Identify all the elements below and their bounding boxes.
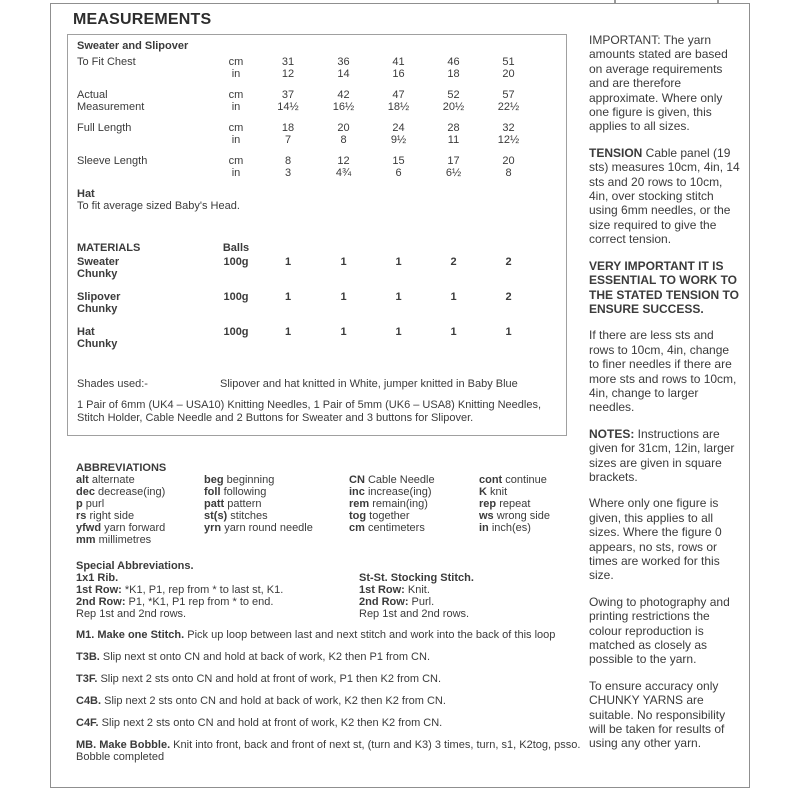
- abbreviation-item: [349, 486, 435, 498]
- unit-label: in: [231, 68, 241, 80]
- measurements-box: [67, 34, 567, 436]
- size-value-cell: [260, 56, 316, 80]
- size-value-cell: [260, 155, 316, 179]
- size-value: 20: [502, 68, 515, 80]
- size-value: 20½: [442, 101, 465, 113]
- abbreviation-item: [349, 510, 435, 522]
- materials-row: [77, 291, 566, 315]
- rib-title: 1x1 Rib.: [76, 572, 119, 584]
- abbr-definition: inch(es): [491, 522, 531, 534]
- technique-lead: T3B.: [76, 651, 100, 663]
- stst-repeat: Rep 1st and 2nd rows.: [359, 608, 470, 620]
- material-name-line: Hat: [77, 326, 95, 338]
- abbr-term: inc: [349, 486, 365, 498]
- ball-count: 1: [395, 256, 402, 268]
- note-text: Cable panel (19 sts) measures 10cm, 4in, 14 sts and 20 rows to 10cm, 4in, over stocking stitch using 6mm needles, or the size required to give the correct tension.: [589, 145, 740, 247]
- shades-label: Shades used:-: [77, 378, 148, 390]
- size-value: 16: [392, 68, 405, 80]
- abbreviation-item: [204, 474, 313, 486]
- abbr-term: in: [479, 522, 489, 534]
- size-value: 15: [392, 155, 405, 167]
- abbr-definition: repeat: [499, 498, 531, 510]
- abbr-term: mm: [76, 534, 96, 546]
- abbreviation-item: [479, 486, 550, 498]
- size-value: 12: [337, 155, 350, 167]
- abbr-definition: together: [369, 510, 410, 522]
- unit-label: in: [231, 101, 241, 113]
- abbr-term: rs: [76, 510, 87, 522]
- size-table-row: [77, 122, 566, 146]
- material-yarn-type: Chunky: [77, 338, 118, 350]
- page-title: MEASUREMENTS: [73, 11, 212, 28]
- abbr-term: cont: [479, 474, 503, 486]
- technique-item: [76, 717, 608, 729]
- material-name: [77, 326, 212, 350]
- abbreviations-column: [479, 474, 550, 534]
- size-value: 36: [337, 56, 350, 68]
- technique-item: [76, 695, 608, 707]
- row-lead: 1st Row:: [359, 584, 405, 596]
- abbr-definition: purl: [85, 498, 105, 510]
- technique-lead: T3F.: [76, 673, 98, 685]
- abbreviations-column: [204, 474, 313, 534]
- size-value: 12: [281, 68, 295, 80]
- colour-reproduction-note: Owing to photography and printing restrictions the colour reproduction is matched as closely as possible to the yarn.: [589, 594, 730, 667]
- technique-item: [76, 629, 608, 641]
- abbreviation-item: [76, 510, 165, 522]
- abbr-term: st(s): [204, 510, 228, 522]
- abbr-definition: decrease(ing): [98, 486, 166, 498]
- abbr-definition: pattern: [227, 498, 262, 510]
- technique-item: [76, 739, 608, 763]
- abbr-definition: yarn forward: [104, 522, 166, 534]
- abbreviation-item: [76, 486, 165, 498]
- special-abbreviations-title: Special Abbreviations.: [76, 560, 194, 572]
- abbr-definition: Cable Needle: [367, 474, 435, 486]
- size-value: 14: [337, 68, 350, 80]
- size-value-cell: [481, 89, 536, 113]
- important-note: [589, 33, 742, 134]
- size-value-cell: [316, 155, 371, 179]
- material-yarn-type: Chunky: [77, 268, 118, 280]
- technique-lead: MB. Make Bobble.: [76, 739, 171, 751]
- single-figure-note: Where only one figure is given, this applies to all sizes. Where the figure 0 appears, no sts, rows or times are worked for this size.: [589, 496, 722, 583]
- materials-header-row: [77, 242, 566, 254]
- size-value-cell: [316, 89, 371, 113]
- stst-title: St-St. Stocking Stitch.: [359, 572, 474, 584]
- hat-note: To fit average sized Baby's Head.: [77, 200, 240, 212]
- size-value: 32: [502, 122, 515, 134]
- material-name: [77, 256, 212, 280]
- abbreviation-item: [76, 522, 165, 534]
- abbr-term: beg: [204, 474, 224, 486]
- size-value: 46: [447, 56, 460, 68]
- materials-row: [77, 326, 566, 350]
- size-value-cell: [426, 56, 481, 80]
- size-value: 37: [281, 89, 295, 101]
- size-value: 6: [395, 167, 402, 179]
- ball-count: 1: [450, 326, 457, 338]
- size-value: 6½: [445, 167, 462, 179]
- unit-label: cm: [228, 122, 244, 134]
- ball-count: 1: [284, 256, 292, 268]
- abbr-definition: centimeters: [367, 522, 425, 534]
- shades-row: [77, 378, 566, 390]
- size-value-cell: [481, 122, 536, 146]
- note-lead: IMPORTANT:: [589, 33, 661, 47]
- unit-cell: [212, 155, 260, 179]
- row-label: [77, 155, 212, 179]
- size-value: 17: [447, 155, 460, 167]
- abbreviation-item: [204, 510, 313, 522]
- material-name: [77, 291, 212, 315]
- size-value-cell: [426, 89, 481, 113]
- technique-lead: C4F.: [76, 717, 99, 729]
- abbr-definition: wrong side: [496, 510, 550, 522]
- abbreviation-item: [479, 522, 550, 534]
- abbr-term: yfwd: [76, 522, 102, 534]
- abbreviations-title: ABBREVIATIONS: [76, 462, 167, 474]
- ball-count: 1: [340, 291, 347, 303]
- notes-sidebar: [589, 33, 742, 763]
- note-text: The yarn amounts stated are based on average requirements and are therefore approximate. Where only one figure is given, this applies to all sizes.: [589, 33, 728, 134]
- abbreviations-column: [76, 474, 165, 546]
- note-lead: NOTES:: [589, 426, 635, 441]
- size-value-cell: [371, 122, 426, 146]
- technique-text: Knit into front, back and front of next st, (turn and K3) 3 times, turn, s1, K2tog, psso. Bobble completed: [76, 739, 581, 763]
- size-value: 18: [447, 68, 460, 80]
- abbreviation-item: [76, 498, 165, 510]
- size-value: 20: [337, 122, 350, 134]
- abbr-term: foll: [204, 486, 221, 498]
- balls-header: Balls: [222, 242, 250, 254]
- size-value-cell: [371, 89, 426, 113]
- size-value: 31: [281, 56, 295, 68]
- abbreviation-item: [479, 474, 550, 486]
- technique-text: Slip next 2 sts onto CN and hold at back of work, K2 then K2 from CN.: [101, 695, 446, 707]
- size-value: 57: [502, 89, 515, 101]
- abbr-definition: millimetres: [98, 534, 152, 546]
- size-value-cell: [260, 122, 316, 146]
- ball-count: 1: [450, 291, 457, 303]
- ball-count: 1: [340, 256, 347, 268]
- abbr-term: rep: [479, 498, 497, 510]
- size-value-cell: [426, 122, 481, 146]
- size-value-cell: [316, 122, 371, 146]
- very-important-note: VERY IMPORTANT IT IS ESSENTIAL TO WORK TO THE STATED TENSION TO ENSURE SUCCESS.: [589, 258, 740, 316]
- ball-count: 1: [284, 326, 292, 338]
- unit-label: cm: [228, 56, 244, 68]
- note-text: Instructions are given for 31cm, 12in, larger sizes are given in square brackets.: [589, 426, 735, 484]
- notes-note: [589, 427, 742, 485]
- size-table-row: [77, 56, 566, 80]
- abbr-term: K: [479, 486, 487, 498]
- abbr-definition: right side: [89, 510, 135, 522]
- row-label-line: Actual: [77, 89, 108, 101]
- ball-count: 2: [505, 291, 512, 303]
- rib-row1: [76, 584, 283, 596]
- size-value: 8: [340, 134, 347, 146]
- abbreviation-item: [204, 522, 313, 534]
- needles-note: 1 Pair of 6mm (UK4 – USA10) Knitting Needles, 1 Pair of 5mm (UK6 – USA8) Knitting Needles, Stitch Holder, Cable Needle and 2 Buttons for Sweater and 3 buttons for Slipover.: [77, 399, 542, 424]
- size-value-cell: [260, 89, 316, 113]
- size-value: 22½: [497, 101, 520, 113]
- yarn-accuracy-note: To ensure accuracy only CHUNKY YARNS are suitable. No responsibility will be taken for results of using any other yarn.: [589, 678, 726, 751]
- abbr-definition: following: [223, 486, 267, 498]
- abbreviation-item: [349, 474, 435, 486]
- size-value: 52: [447, 89, 460, 101]
- materials-row: [77, 256, 566, 280]
- size-value-cell: [481, 155, 536, 179]
- unit-label: in: [231, 167, 241, 179]
- row-lead: 2nd Row:: [76, 596, 126, 608]
- row-text: Purl.: [408, 596, 435, 608]
- rib-repeat: Rep 1st and 2nd rows.: [76, 608, 187, 620]
- size-value: 8: [505, 167, 512, 179]
- size-value: 14½: [277, 101, 299, 113]
- size-value: 11: [447, 134, 460, 146]
- special-abbreviations-rib: [76, 560, 283, 620]
- material-yarn-type: Chunky: [77, 303, 118, 315]
- size-table-row: [77, 155, 566, 179]
- row-label: [77, 56, 212, 80]
- size-table-row: [77, 89, 566, 113]
- note-lead: TENSION: [589, 145, 643, 160]
- abbreviation-item: [479, 498, 550, 510]
- abbr-definition: beginning: [226, 474, 275, 486]
- abbr-term: rem: [349, 498, 370, 510]
- size-value-cell: [426, 155, 481, 179]
- size-value: 20: [502, 155, 515, 167]
- row-text: Knit.: [404, 584, 430, 596]
- abbr-definition: knit: [490, 486, 508, 498]
- row-label: [77, 89, 212, 113]
- size-value: 3: [284, 167, 292, 179]
- ball-count: 1: [395, 326, 402, 338]
- abbr-definition: increase(ing): [367, 486, 432, 498]
- abbr-definition: alternate: [91, 474, 135, 486]
- material-name-line: Slipover: [77, 291, 121, 303]
- size-value-cell: [481, 56, 536, 80]
- size-value: 41: [392, 56, 405, 68]
- abbreviation-item: [76, 474, 165, 486]
- abbr-term: CN: [349, 474, 365, 486]
- size-value: 18½: [387, 101, 410, 113]
- abbreviations-column: [349, 474, 435, 534]
- ball-count: 1: [340, 326, 347, 338]
- row-label-line: Sleeve Length: [77, 155, 148, 167]
- stst-row1: [359, 584, 474, 596]
- technique-lead: M1. Make one Stitch.: [76, 629, 185, 641]
- shades-value: Slipover and hat knitted in White, jumper knitted in Baby Blue: [220, 378, 518, 390]
- abbreviation-item: [349, 498, 435, 510]
- technique-text: Slip next 2 sts onto CN and hold at front of work, K2 then K2 from CN.: [98, 717, 443, 729]
- tension-note: [589, 146, 742, 247]
- abbr-term: ws: [479, 510, 494, 522]
- abbr-definition: remain(ing): [372, 498, 428, 510]
- size-value: 24: [392, 122, 405, 134]
- ball-count: 1: [284, 291, 292, 303]
- ball-weight: 100g: [223, 256, 249, 268]
- size-value: 42: [337, 89, 350, 101]
- size-value: 18: [281, 122, 295, 134]
- abbreviation-item: [479, 510, 550, 522]
- size-value-cell: [371, 56, 426, 80]
- size-value-cell: [371, 155, 426, 179]
- hat-header: Hat: [77, 188, 95, 200]
- row-text: P1, *K1, P1 rep from * to end.: [125, 596, 274, 608]
- technique-text: Slip next st onto CN and hold at back of work, K2 then P1 from CN.: [99, 651, 431, 663]
- special-abbreviations-stst: [359, 572, 474, 620]
- row-label-line: Full Length: [77, 122, 132, 134]
- size-value: 51: [502, 56, 515, 68]
- unit-cell: [212, 89, 260, 113]
- abbr-term: alt: [76, 474, 89, 486]
- abbreviation-item: [204, 498, 313, 510]
- abbr-term: p: [76, 498, 83, 510]
- tension-adjust-note: If there are less sts and rows to 10cm, 4in, change to finer needles if there are more sts and rows to 10cm, 4in, change to larger needles.: [589, 328, 737, 415]
- unit-cell: [212, 56, 260, 80]
- size-value-cell: [316, 56, 371, 80]
- row-text: *K1, P1, rep from * to last st, K1.: [121, 584, 284, 596]
- pattern-info-panel: [50, 3, 750, 788]
- size-value: 28: [447, 122, 460, 134]
- technique-item: [76, 673, 608, 685]
- abbr-term: tog: [349, 510, 367, 522]
- technique-lead: C4B.: [76, 695, 102, 707]
- abbr-term: dec: [76, 486, 95, 498]
- hat-section: [77, 188, 566, 212]
- abbreviation-item: [349, 522, 435, 534]
- abbreviation-item: [76, 534, 165, 546]
- unit-cell: [212, 122, 260, 146]
- row-label-line: Measurement: [77, 101, 145, 113]
- size-value: 7: [284, 134, 292, 146]
- stst-row2: [359, 596, 474, 608]
- abbr-term: yrn: [204, 522, 222, 534]
- abbr-term: patt: [204, 498, 225, 510]
- technique-definitions: [76, 629, 608, 773]
- materials-header: MATERIALS: [77, 242, 141, 254]
- size-value: 16½: [332, 101, 355, 113]
- size-value: 12½: [497, 134, 520, 146]
- ball-count: 1: [395, 291, 402, 303]
- row-label-line: To Fit Chest: [77, 56, 136, 68]
- abbreviation-item: [204, 486, 313, 498]
- size-table-group-header: Sweater and Slipover: [77, 40, 189, 52]
- technique-item: [76, 651, 608, 663]
- technique-text: Pick up loop between last and next stitch and work into the back of this loop: [184, 629, 556, 641]
- material-name-line: Sweater: [77, 256, 120, 268]
- abbr-definition: yarn round needle: [224, 522, 313, 534]
- abbr-definition: continue: [505, 474, 547, 486]
- unit-label: in: [231, 134, 241, 146]
- row-label: [77, 122, 212, 146]
- size-value: 47: [392, 89, 405, 101]
- ball-count: 2: [450, 256, 457, 268]
- abbr-term: cm: [349, 522, 365, 534]
- ball-count: 1: [505, 326, 512, 338]
- row-lead: 2nd Row:: [359, 596, 409, 608]
- technique-text: Slip next 2 sts onto CN and hold at front of work, P1 then K2 from CN.: [97, 673, 442, 685]
- abbr-definition: stitches: [230, 510, 268, 522]
- unit-label: cm: [228, 155, 244, 167]
- size-value: 4¾: [335, 167, 352, 179]
- row-lead: 1st Row:: [76, 584, 122, 596]
- rib-row2: [76, 596, 283, 608]
- size-value: 9½: [390, 134, 407, 146]
- abbreviations-section: [76, 462, 676, 557]
- ball-weight: 100g: [223, 291, 249, 303]
- unit-label: cm: [228, 89, 244, 101]
- size-value: 8: [284, 155, 292, 167]
- ball-weight: 100g: [223, 326, 249, 338]
- ball-count: 2: [505, 256, 512, 268]
